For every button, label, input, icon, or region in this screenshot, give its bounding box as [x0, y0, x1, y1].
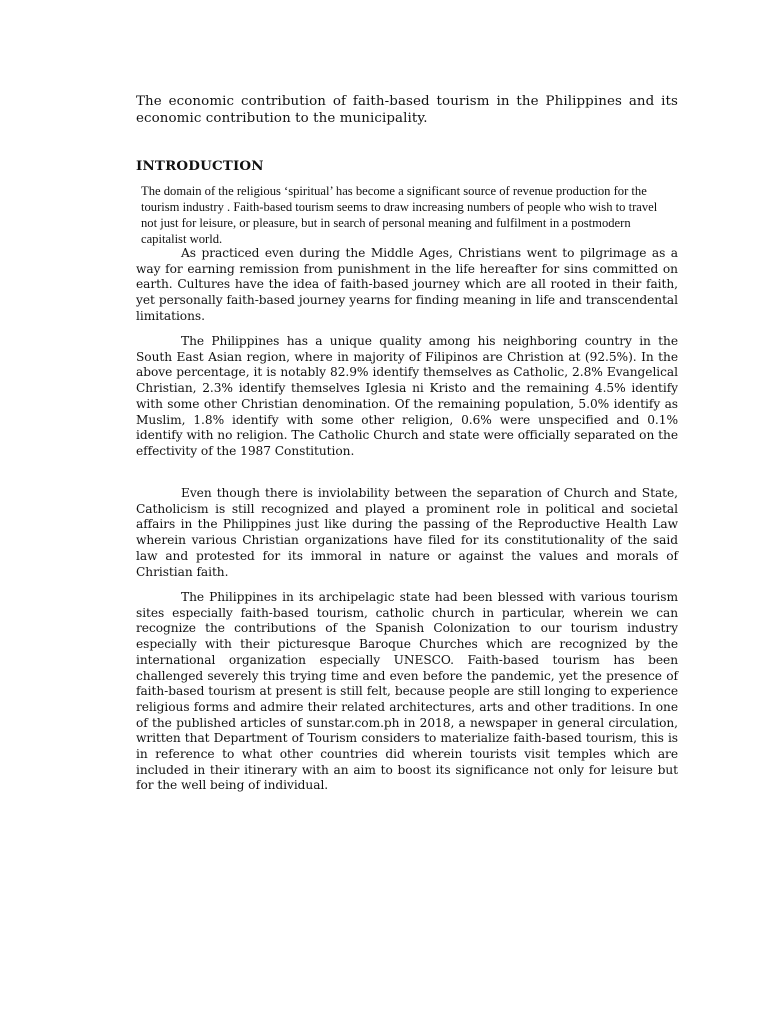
body-paragraph-2: The Philippines has a unique quality among his neighboring country in the South East Asian region, where in majority of Filipinos are Christion at (92.5%). In the above percentage, it is notably 82.9% identify themselves as Catholic, 2.8% Evangelical Christian, 2.3% identify themselves Iglesia ni Kristo and the remaining 4.5% identify with some other Christian denomination. Of the remaining population, 5.0% identify as Muslim, 1.8% identify with some other religion, 0.6% were unspecified and 0.1% identify with no religion. The Catholic Church and state were officially separated on the effectivity of the 1987 Constitution. [136, 334, 678, 458]
body-paragraph-4: The Philippines in its archipelagic state had been blessed with various tourism sites especially faith-based tourism, catholic church in particular, wherein we can recognize the contributions of the Spanish Colonization to our tourism industry especially with their picturesque Baroque Churches which are recognized by the international organization especially UNESCO. Faith-based tourism has been challenged severely this trying time and even before the pandemic, yet the presence of faith-based tourism at present is still felt, because people are still longing to experience religious forms and admire their related architectures, arts and other traditions. In one of the published articles of sunstar.com.ph in 2018, a newspaper in general circulation, written that Department of Tourism considers to materialize faith-based tourism, this is in reference to what other countries did wherein tourists visit temples which are included in their itinerary with an aim to boost its significance not only for leisure but for the well being of individual. [136, 590, 678, 793]
section-heading-introduction: INTRODUCTION [136, 158, 264, 174]
body-paragraph-1: As practiced even during the Middle Ages, Christians went to pilgrimage as a way for earning remission from punishment in the life hereafter for sins committed on earth. Cultures have the idea of faith-based journey which are all rooted in their faith, yet personally faith-based journey yearns for finding meaning in life and transcendental limitations. [136, 246, 678, 323]
document-title: The economic contribution of faith-based tourism in the Philippines and its economic contribution to the municipality. [136, 94, 678, 126]
intro-quote-paragraph: The domain of the religious ‘spiritual’ has become a significant source of revenue production for the tourism industry . Faith-based tourism seems to draw increasing numbers of people who wish to travel not just for leisure, or pleasure, but in search of personal meaning and fulfilment in a postmodern capitalist world. [141, 184, 658, 246]
body-paragraph-3: Even though there is inviolability between the separation of Church and State, Catholicism is still recognized and played a prominent role in political and societal affairs in the Philippines just like during the passing of the Reproductive Health Law wherein various Christian organizations have filed for its constitutionality of the said law and protested for its immoral in nature or against the values and morals of Christian faith. [136, 486, 678, 579]
